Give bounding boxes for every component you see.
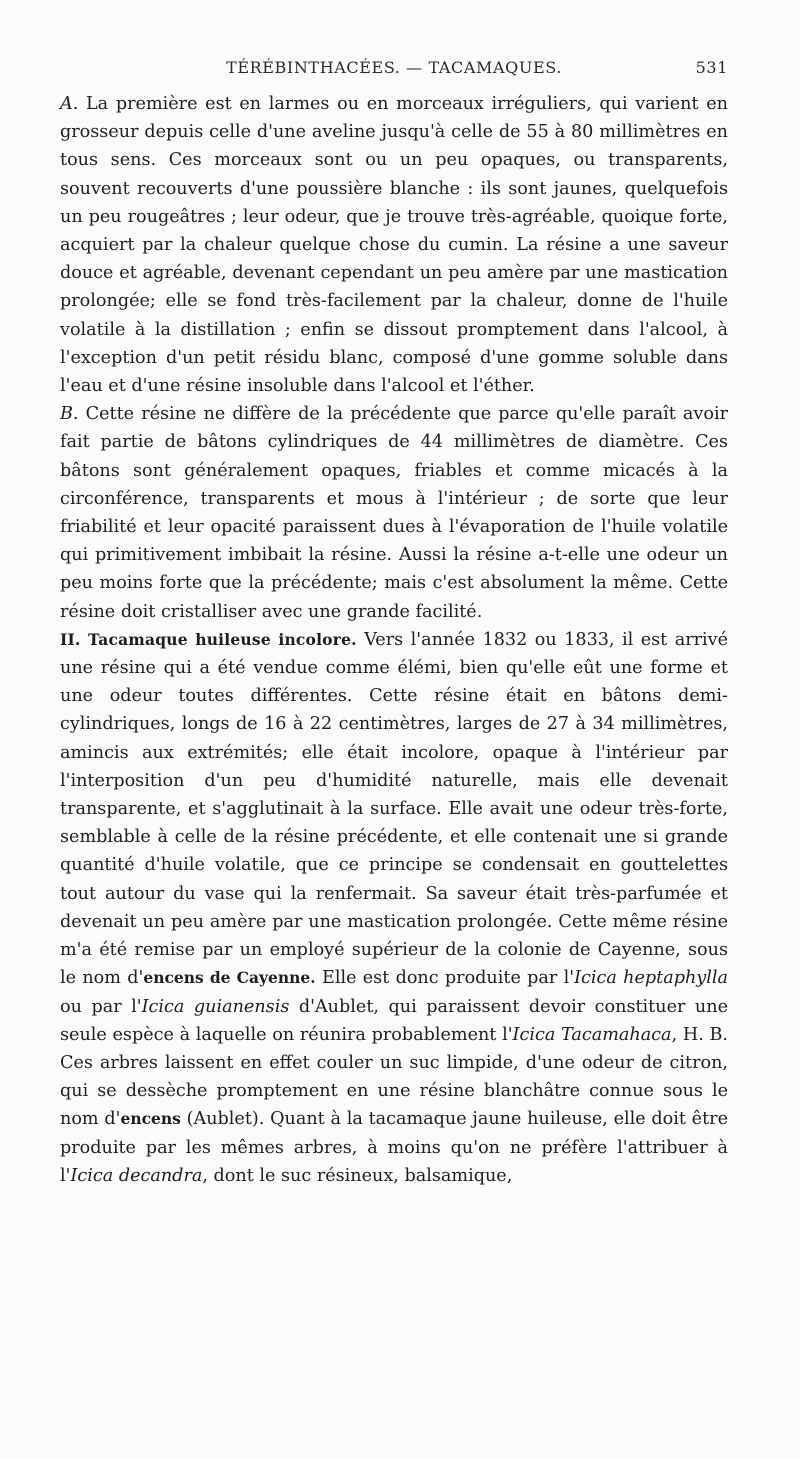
paragraph-a-text: La première est en larmes ou en morceaux irréguliers, qui varient en grosseur depuis celle d'une aveline jusqu'à celle de 55 à 80 millimètres en tous sens. Ces morceaux sont ou un peu opaques, ou transparents, souvent recouverts d'une poussière blanche : ils sont jaunes, quelquefois un peu rougeâtres ; leur odeur, que je trouve très-agréable, quoique forte, acquiert par la chaleur quelque chose du cumin. La résine a une saveur douce et agréable, devenant cependant un peu amère par une mastication prolongée; elle se fond très-facilement par la chaleur, donne de l'huile volatile à la distillation ; enfin se dissout promptement dans l'alcool, à l'exception d'un petit résidu blanc, composé d'une gomme soluble dans l'eau et d'une résine insoluble dans l'alcool et l'éther. [60, 94, 728, 397]
section-ii-text-1: Vers l'année 1832 ou 1833, il est arrivé une résine qui a été vendue comme élémi, bien qu'elle eût une forme et une odeur toutes différentes. Cette résine était en bâtons demi-cylindriques, longs de 16 à 22 centimètres, larges de 27 à 34 millimètres, amincis aux extrémités; elle était incolore, opaque à l'intérieur par l'interposition d'un peu d'humidité naturelle, mais elle devenait transparente, et s'agglutinait à la surface. Elle avait une odeur très-forte, semblable à celle de la résine précédente, et elle contenait une si grande quantité d'huile volatile, que ce principe se condensait en gouttelettes tout autour du vase qui la renfermait. Sa saveur était très-parfumée et devenait un peu amère par une mastication prolongée. Cette même résine m'a été remise par un employé supérieur de la colonie de Cayenne, sous le nom d' [60, 629, 729, 989]
section-ii [60, 626, 728, 1190]
paragraph-a-label: A. [60, 94, 79, 114]
paragraph-b-label: B. [60, 404, 79, 425]
section-ii-text-5: , H. B. Ces arbres laissent en effet couler un suc limpide, d'une odeur de citron, qui se dessèche promptement en une résine blanchâtre connue sous le nom d' [60, 1024, 729, 1130]
section-ii-text-7: , dont le suc résineux, balsamique, [202, 1165, 513, 1186]
running-head-title: TÉRÉBINTHACÉES. — TACAMAQUES. [226, 58, 562, 77]
species-icica-tacamahaca: Icica Tacamahaca [512, 1024, 672, 1045]
species-icica-guianensis: Icica guianensis [141, 996, 290, 1017]
encens-term: encens [120, 1109, 181, 1129]
section-ii-text-2: Elle est donc produite par l' [315, 968, 575, 989]
paragraph-b-text: Cette résine ne diffère de la précédente que parce qu'elle paraît avoir fait partie de bâtons cylindriques de 44 millimètres de diamètre. Ces bâtons sont généralement opaques, friables et comme micacés à la circonférence, transparents et mous à l'intérieur ; de sorte que leur friabilité et leur opacité paraissent dues à l'évaporation de l'huile volatile qui primitivement imbibait la résine. Aussi la résine a-t-elle une odeur un peu moins forte que la précédente; mais c'est absolument la même. Cette résine doit cristalliser avec une grande facilité. [60, 404, 728, 622]
section-ii-number: II. [60, 629, 81, 649]
page-number: 531 [695, 58, 728, 77]
page-body [60, 90, 728, 1190]
species-icica-decandra: Icica decandra [70, 1165, 203, 1186]
running-head [60, 58, 728, 82]
section-ii-heading: Tacamaque huileuse incolore. [87, 629, 357, 649]
encens-de-cayenne-term: encens de Cayenne. [143, 968, 316, 988]
paragraph-b [60, 400, 728, 626]
section-ii-text-4: d'Aublet, qui paraissent devoir constituer une seule espèce à laquelle on réunira probablement l' [60, 996, 728, 1045]
section-ii-text-3: ou par l' [60, 996, 142, 1017]
paragraph-a [60, 90, 728, 400]
species-icica-heptaphylla: Icica heptaphylla [574, 968, 728, 989]
section-ii-text-6: (Aublet). Quant à la tacamaque jaune huileuse, elle doit être produite par les mêmes arbres, à moins qu'on ne préfère l'attribuer à l' [60, 1109, 728, 1186]
